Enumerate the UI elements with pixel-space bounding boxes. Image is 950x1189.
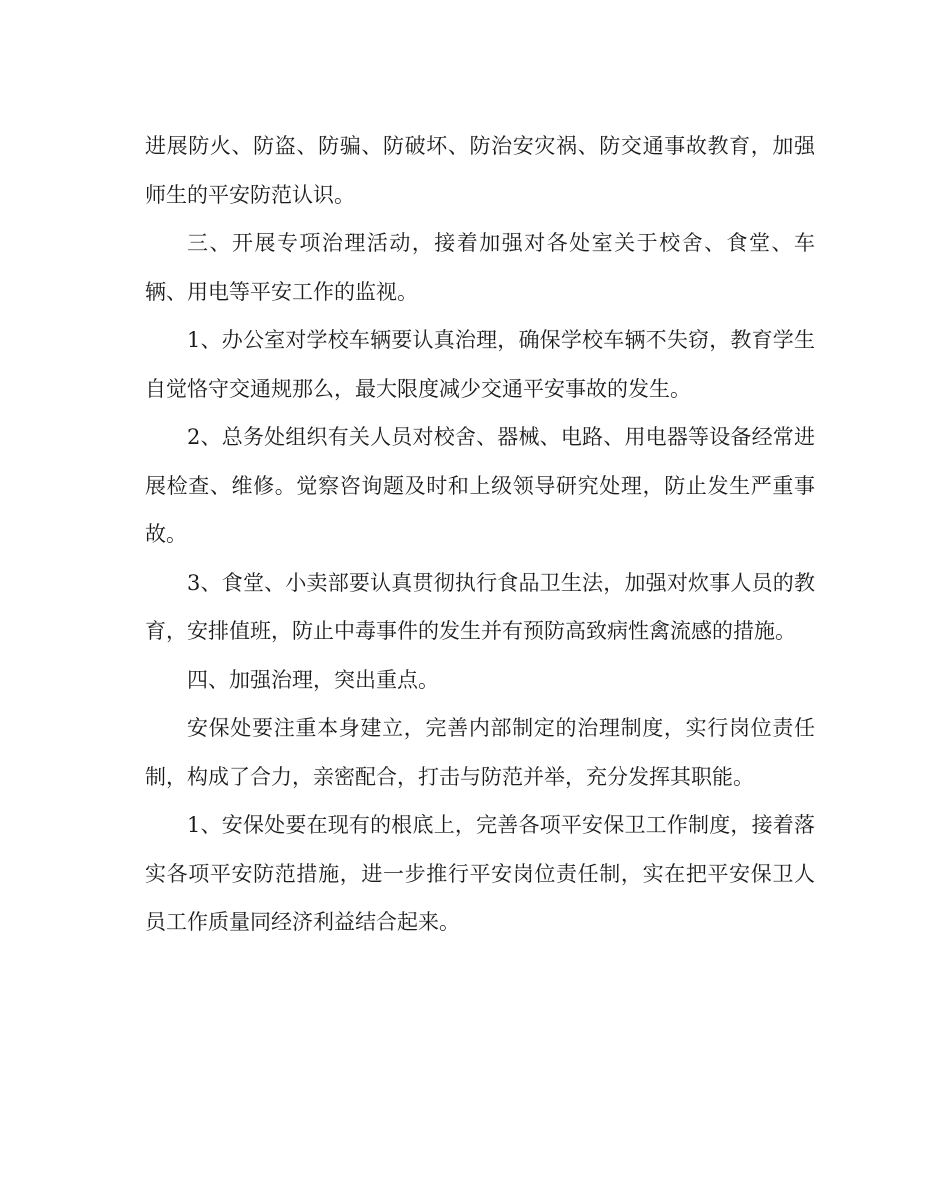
paragraph-security-office: 安保处要注重本身建立，完善内部制定的治理制度，实行岗位责任制，构成了合力，亲密配合，打击与防范并举，充分发挥其职能。 (145, 716, 815, 789)
paragraph-item-canteen: 3、食堂、小卖部要认真贯彻执行食品卫生法，加强对炊事人员的教育，安排值班，防止中毒事件的发生并有预防高致病性禽流感的措施。 (145, 570, 815, 643)
paragraph-item-office-vehicles: 1、办公室对学校车辆要认真治理，确保学校车辆不失窃，教育学生自觉恪守交通规那么，最大限度减少交通平安事故的发生。 (145, 328, 815, 401)
paragraph-item-security-rules: 1、安保处要在现有的根底上，完善各项平安保卫工作制度，接着落实各项平安防范措施，进一步推行平安岗位责任制，实在把平安保卫人员工作质量同经济利益结合起来。 (145, 813, 815, 934)
paragraph-section-three: 三、开展专项治理活动，接着加强对各处室关于校舍、食堂、车辆、用电等平安工作的监视。 (145, 231, 815, 304)
document-body (145, 122, 815, 947)
paragraph-section-four: 四、加强治理，突出重点。 (187, 667, 439, 692)
paragraph-item-general-affairs: 2、总务处组织有关人员对校舍、器械、电路、用电器等设备经常进展检查、维修。觉察咨询题及时和上级领导研究处理，防止发生严重事故。 (145, 425, 815, 546)
paragraph-intro-continuation: 进展防火、防盗、防骗、防破坏、防治安灾祸、防交通事故教育，加强师生的平安防范认识。 (145, 134, 815, 207)
